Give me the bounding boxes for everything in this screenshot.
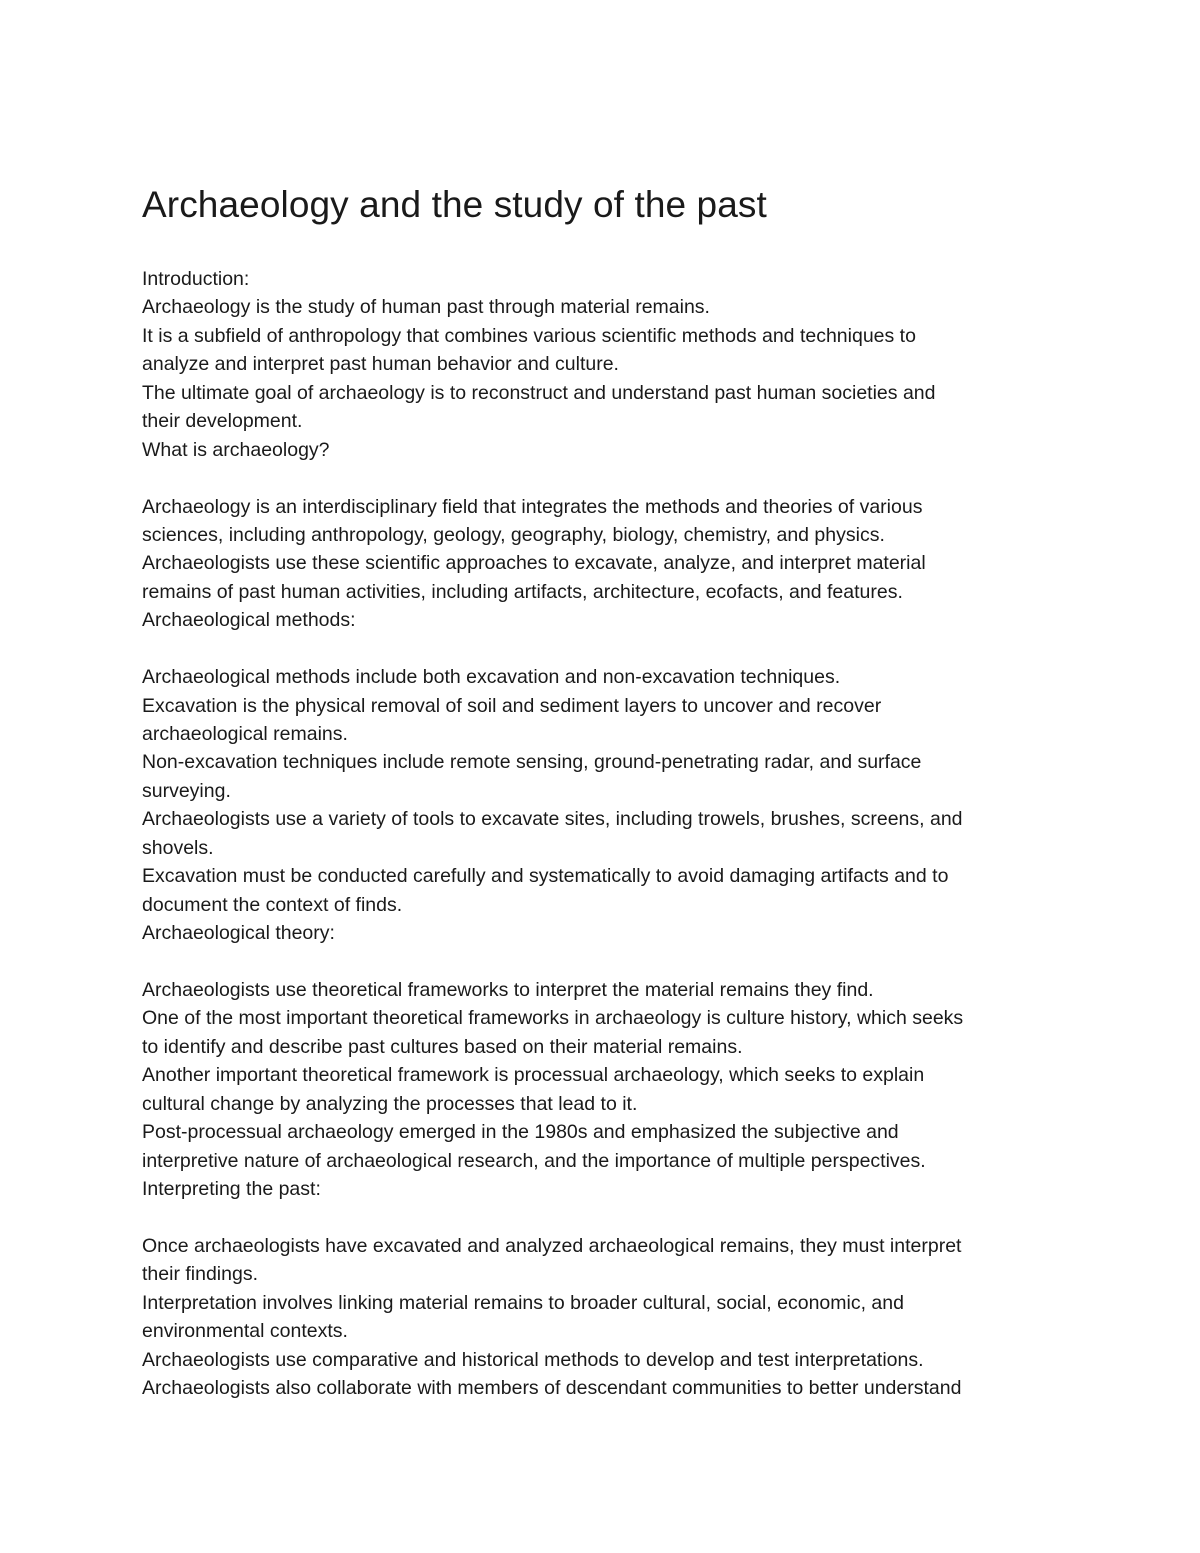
- text-line: Another important theoretical framework is processual archaeology, which seeks to explain: [142, 1064, 925, 1087]
- blank-line: [142, 1203, 1072, 1231]
- text-line: cultural change by analyzing the processes that lead to it.: [142, 1092, 638, 1115]
- text-line: shovels.: [142, 836, 214, 859]
- document-body: [142, 265, 1072, 1403]
- text-line: Archaeological methods:: [142, 609, 356, 632]
- text-line: Post-processual archaeology emerged in the 1980s and emphasized the subjective and: [142, 1121, 899, 1144]
- text-line: Non-excavation techniques include remote sensing, ground-penetrating radar, and surface: [142, 751, 922, 774]
- text-line: Archaeology is an interdisciplinary field that integrates the methods and theories of various: [142, 495, 923, 518]
- text-line: Interpretation involves linking material remains to broader cultural, social, economic, and: [142, 1291, 904, 1314]
- text-line: Archaeologists also collaborate with members of descendant communities to better understand: [142, 1377, 962, 1400]
- blank-line: [142, 464, 1072, 492]
- text-line: sciences, including anthropology, geology, geography, biology, chemistry, and physics.: [142, 523, 885, 546]
- text-line: Interpreting the past:: [142, 1178, 321, 1200]
- text-line: Excavation must be conducted carefully and systematically to avoid damaging artifacts and to: [142, 865, 949, 888]
- document-title: Archaeology and the study of the past: [142, 184, 767, 225]
- text-line: document the context of finds.: [142, 893, 403, 916]
- text-line: The ultimate goal of archaeology is to reconstruct and understand past human societies and: [142, 381, 936, 404]
- text-line: It is a subfield of anthropology that combines various scientific methods and techniques to: [142, 324, 916, 347]
- text-line: their development.: [142, 410, 303, 433]
- text-line: Archaeologists use theoretical frameworks to interpret the material remains they find.: [142, 978, 874, 1001]
- blank-line: [142, 635, 1072, 663]
- text-line: to identify and describe past cultures based on their material remains.: [142, 1035, 743, 1058]
- text-line: What is archaeology?: [142, 438, 330, 461]
- text-line: One of the most important theoretical frameworks in archaeology is culture history, which seeks: [142, 1007, 964, 1030]
- text-line: Once archaeologists have excavated and analyzed archaeological remains, they must interpret: [142, 1234, 962, 1257]
- text-line: interpretive nature of archaeological research, and the importance of multiple perspectives.: [142, 1149, 926, 1172]
- text-line: Excavation is the physical removal of soil and sediment layers to uncover and recover: [142, 694, 882, 717]
- text-line: archaeological remains.: [142, 723, 348, 745]
- text-line: Archaeology is the study of human past through material remains.: [142, 296, 710, 319]
- text-line: Archaeological methods include both excavation and non-excavation techniques.: [142, 666, 841, 689]
- text-line: Archaeologists use a variety of tools to excavate sites, including trowels, brushes, screens, and: [142, 808, 963, 831]
- text-line: their findings.: [142, 1263, 258, 1286]
- text-line: Introduction:: [142, 268, 250, 290]
- text-line: analyze and interpret past human behavior and culture.: [142, 353, 619, 376]
- text-line: Archaeologists use comparative and historical methods to develop and test interpretations.: [142, 1348, 924, 1371]
- text-line: remains of past human activities, including artifacts, architecture, ecofacts, and features.: [142, 580, 903, 603]
- text-line: surveying.: [142, 779, 231, 802]
- text-line: Archaeologists use these scientific approaches to excavate, analyze, and interpret material: [142, 552, 926, 575]
- blank-line: [142, 948, 1072, 976]
- text-line: Archaeological theory:: [142, 922, 335, 945]
- text-line: environmental contexts.: [142, 1320, 348, 1343]
